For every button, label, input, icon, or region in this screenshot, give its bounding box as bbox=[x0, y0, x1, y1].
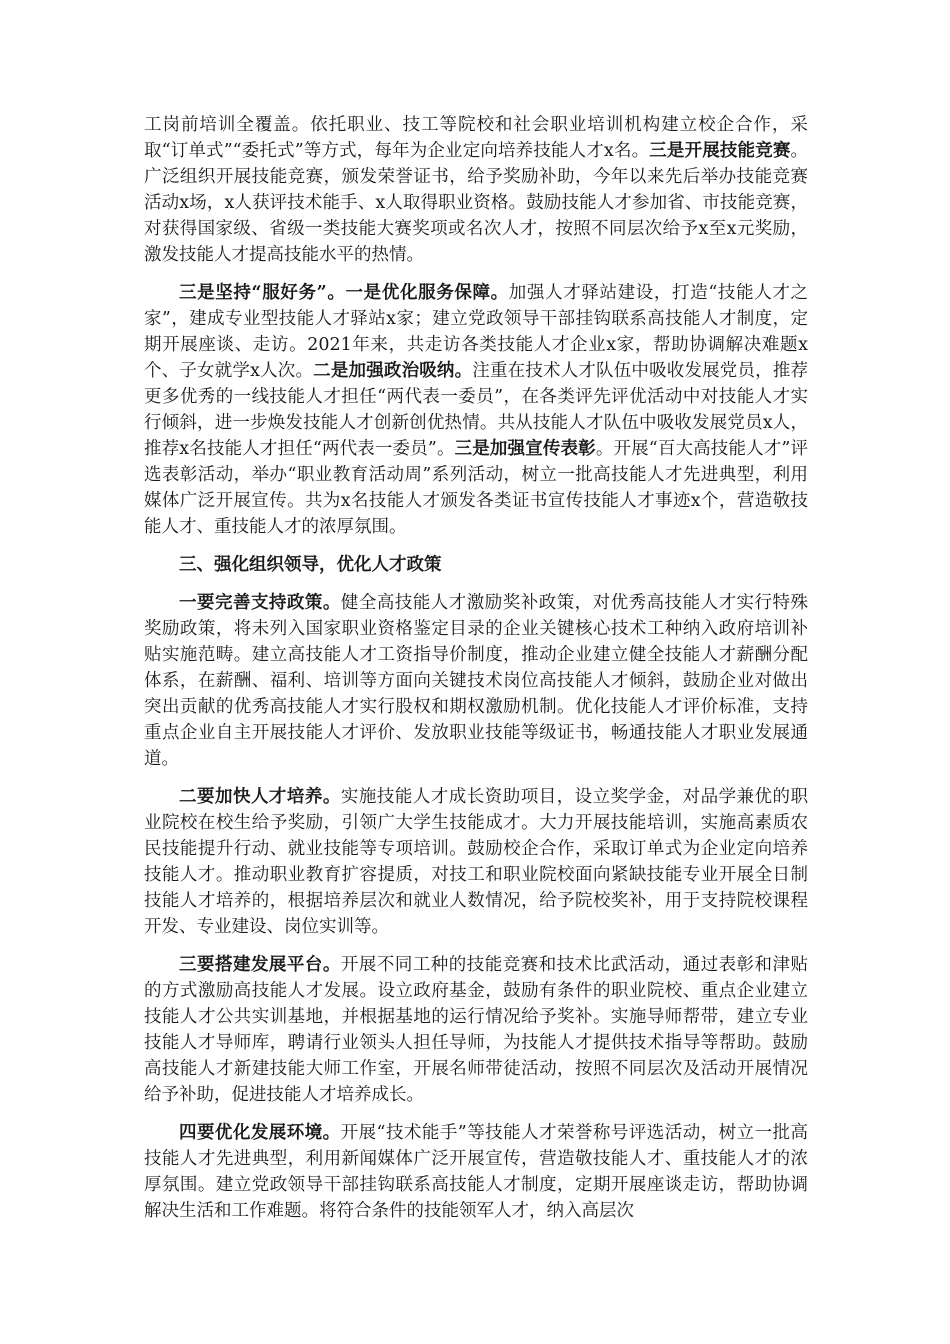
document-body bbox=[144, 112, 808, 1236]
text-run: 注重在技术人才队伍中吸收发展党员，推荐更多优秀的一线技能人才担任“两代表一委员”，在各类评先评优活动中对技能人才实行倾斜，进一步焕发技能人才创新创优热情。共从技能人才队伍中吸收发展党员x人，推荐x名技能人才担任“两代表一委员”。 bbox=[144, 361, 809, 459]
paragraph-service bbox=[144, 280, 808, 540]
bold-run: 三是坚持“服好务”。一是优化服务保障。 bbox=[179, 283, 509, 303]
section-heading: 三、强化组织领导，优化人才政策 bbox=[179, 555, 442, 575]
text-run: 加强人才驿站建设，打造“技能人才之家”，建成专业型技能人才驿站x家；建立党政领导干部挂钩联系高技能人才制度，定期开展座谈、走访。2021年来，共走访各类技能人才企业x家，帮助协调解决难题x个、子女就学x人次。 bbox=[144, 283, 808, 381]
bold-run: 三是开展技能竞赛 bbox=[649, 141, 791, 161]
bold-run: 四要优化发展环境。 bbox=[179, 1123, 341, 1143]
text-run: 实施技能人才成长资助项目，设立奖学金，对品学兼优的职业院校在校生给予奖励，引领广大学生技能成才。大力开展技能培训，实施高素质农民技能提升行动、就业技能等专项培训。鼓励校企合作，采取订单式为企业定向培养技能人才。推动职业教育扩容提质，对技工和职业院校面向紧缺技能专业开展全日制技能人才培养的，根据培养层次和就业人数情况，给予院校奖补，用于支持院校课程开发、专业建设、岗位实训等。 bbox=[144, 787, 809, 937]
bold-run: 三要搭建发展平台。 bbox=[179, 955, 341, 975]
text-run: 工岗前培训全覆盖。依托职业、技工等院校和社会职业培训机构建立校企合作，采取“订单式”“委托式”等方式，每年为企业定向培养技能人才x名。 bbox=[144, 115, 808, 161]
text-run: 开展不同工种的技能竞赛和技术比武活动，通过表彰和津贴的方式激励高技能人才发展。设立政府基金，鼓励有条件的职业院校、重点企业建立技能人才公共实训基地，并根据基地的运行情况给予奖补。实施导师帮带，建立专业技能人才导师库，聘请行业领头人担任导师，为技能人才提供技术指导等帮助。鼓励高技能人才新建技能大师工作室，开展名师带徒活动，按照不同层次及活动开展情况给予补助，促进技能人才培养成长。 bbox=[144, 955, 809, 1105]
bold-run: 一要完善支持政策。 bbox=[179, 593, 341, 613]
paragraph-platform bbox=[144, 952, 808, 1108]
text-run: 健全高技能人才激励奖补政策，对优秀高技能人才实行特殊奖励政策，将未列入国家职业资格鉴定目录的企业关键核心技术工种纳入政府培训补贴实施范畴。建立高技能人才工资指导价制度，推动企业建立健全技能人才薪酬分配体系，在薪酬、福利、培训等方面向关键技术岗位高技能人才倾斜，鼓励企业对做出突出贡献的优秀高技能人才实行股权和期权激励机制。优化技能人才评价标准，支持重点企业自主开展技能人才评价、发放职业技能等级证书，畅通技能人才职业发展通道。 bbox=[144, 593, 809, 769]
paragraph-policy bbox=[144, 590, 808, 772]
bold-run: 三是加强宣传表彰 bbox=[454, 439, 596, 459]
text-run: 。广泛组织开展技能竞赛，颁发荣誉证书，给予奖励补助，今年以来先后举办技能竞赛活动x场，x人获评技术能手、x人取得职业资格。鼓励技能人才参加省、市技能竞赛，对获得国家级、省级一类技能大赛奖项或名次人才，按照不同层次给予x至x元奖励，激发技能人才提高技能水平的热情。 bbox=[144, 141, 809, 265]
paragraph-environment bbox=[144, 1120, 808, 1224]
bold-run: 二是加强政治吸纳。 bbox=[313, 361, 473, 381]
bold-run: 二要加快人才培养。 bbox=[179, 787, 341, 807]
paragraph-training bbox=[144, 784, 808, 940]
text-run: 。开展“百大高技能人才”评选表彰活动，举办“职业教育活动周”系列活动，树立一批高技能人才先进典型，利用媒体广泛开展宣传。共为x名技能人才颁发各类证书宣传技能人才事迹x个，营造敬技能人才、重技能人才的浓厚氛围。 bbox=[144, 439, 808, 537]
paragraph-continuation bbox=[144, 112, 808, 268]
text-run: 开展“技术能手”等技能人才荣誉称号评选活动，树立一批高技能人才先进典型，利用新闻媒体广泛开展宣传，营造敬技能人才、重技能人才的浓厚氛围。建立党政领导干部挂钩联系高技能人才制度，定期开展座谈走访，帮助协调解决生活和工作难题。将符合条件的技能领军人才，纳入高层次 bbox=[144, 1123, 808, 1221]
